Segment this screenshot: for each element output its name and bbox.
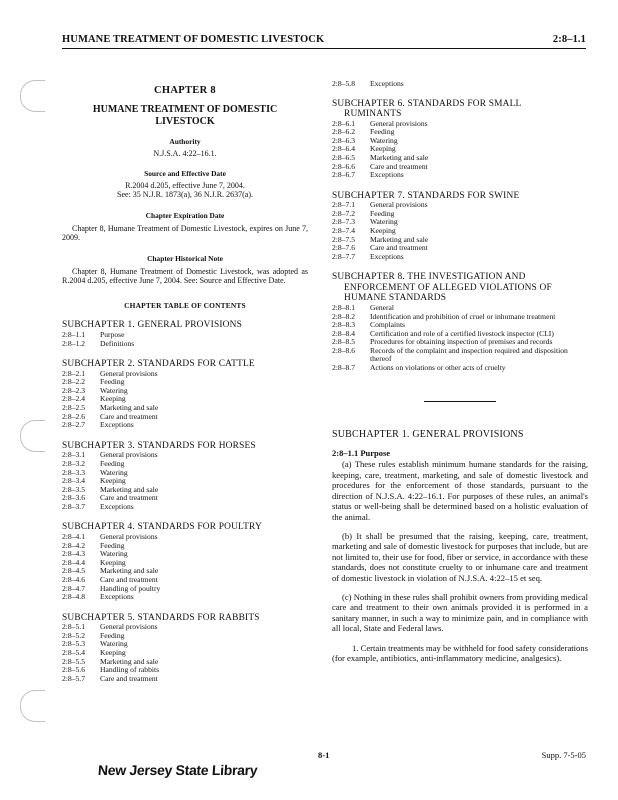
authority-text: N.J.S.A. 4:22–16.1. xyxy=(153,148,217,158)
toc-entry-number: 2:8–5.3 xyxy=(62,639,85,649)
toc-entry-title: Complaints xyxy=(370,320,406,330)
toc-entry-title: Marketing and sale xyxy=(370,234,429,244)
toc-entry-number: 2:8–1.2 xyxy=(62,338,85,348)
toc-entry xyxy=(62,567,308,576)
toc-entry xyxy=(62,576,308,585)
toc-entry xyxy=(62,593,308,602)
toc-entry xyxy=(62,378,308,387)
toc-entry-number: 2:8–8.3 xyxy=(332,320,355,330)
paragraph-c: (c) Nothing in these rules shall prohibit owners from providing medical care and treatment to their own animals provided it is performed in a sanitary manner, in such a way to minimize pain, and in compliance with all local, State and Federal laws. xyxy=(332,591,588,634)
toc-entry-number: 2:8–4.5 xyxy=(62,566,85,576)
toc-entry xyxy=(62,675,308,684)
toc-entry-number: 2:8–3.7 xyxy=(62,501,85,511)
toc-entry-title: General provisions xyxy=(100,531,158,541)
punch-hole xyxy=(20,420,45,452)
subchapter-heading: SUBCHAPTER 5. STANDARDS FOR RABBITS xyxy=(62,612,260,623)
subchapter-heading: SUBCHAPTER 4. STANDARDS FOR POULTRY xyxy=(62,522,262,533)
toc-entry-number: 2:8–5.8 xyxy=(332,79,355,88)
toc-entry xyxy=(62,460,308,469)
toc-entry-title: Feeding xyxy=(100,377,125,387)
paragraph-b: (b) It shall be presumed that the raising, keeping, care, treatment, marketing and sale of domestic livestock for purposes that include, but are not limited to, their use for food, fiber or service, in accordance with these standards, does not constitute cruelty to or inhumane care and treatment of domestic livestock in violation of N.J.S.A. 4:22–15 et seq. xyxy=(332,530,588,583)
toc-entry xyxy=(332,171,588,180)
toc-entry-title: Handling of rabbits xyxy=(100,665,160,675)
toc-entry-number: 2:8–7.4 xyxy=(332,226,355,236)
toc-entry-title: General provisions xyxy=(100,622,158,632)
toc-entry-number: 2:8–5.4 xyxy=(62,648,85,657)
toc-entry-title: Actions on violations or other acts of cruelty xyxy=(370,363,506,373)
toc-entry-title: Marketing and sale xyxy=(100,656,159,666)
toc-entry-number: 2:8–7.2 xyxy=(332,208,355,218)
toc-entry-title: Keeping xyxy=(370,226,396,236)
toc-entry xyxy=(62,370,308,379)
toc-entry-number: 2:8–6.7 xyxy=(332,170,355,180)
toc-entry-title: Watering xyxy=(370,135,398,145)
toc-entry-title: General xyxy=(370,302,395,312)
toc-heading: CHAPTER TABLE OF CONTENTS xyxy=(124,301,246,311)
toc-entry-number: 2:8–4.6 xyxy=(62,574,85,584)
toc-entry xyxy=(332,364,588,373)
toc-entry-number: 2:8–5.1 xyxy=(62,622,85,632)
header-title: HUMANE TREATMENT OF DOMESTIC LIVESTOCK xyxy=(62,34,325,45)
toc-entry-title: Care and treatment xyxy=(100,493,158,503)
toc-entry xyxy=(332,80,588,89)
toc-entry-number: 2:8–6.2 xyxy=(332,127,355,137)
toc-entry-title: Keeping xyxy=(100,648,126,657)
toc-entry-number: 2:8–3.3 xyxy=(62,467,85,477)
toc-entry-title: Feeding xyxy=(370,208,395,218)
supplement-date: Supp. 7-5-05 xyxy=(541,750,586,760)
toc-entry-title: Feeding xyxy=(100,458,125,468)
punch-hole xyxy=(20,80,45,112)
toc-entry-number: 2:8–5.5 xyxy=(62,656,85,666)
expiration-heading: Chapter Expiration Date xyxy=(145,211,225,221)
toc-entry-title: Certification and role of a certified livestock inspector (CLI) xyxy=(370,328,554,338)
toc-entry-number: 2:8–4.4 xyxy=(62,557,85,567)
subchapter-heading: SUBCHAPTER 3. STANDARDS FOR HORSES xyxy=(62,440,256,451)
toc-entry xyxy=(62,486,308,495)
toc-entry-number: 2:8–7.6 xyxy=(332,243,355,253)
running-header xyxy=(62,30,586,49)
toc-entry-number: 2:8–6.3 xyxy=(332,135,355,145)
toc-entry-number: 2:8–8.2 xyxy=(332,311,355,321)
toc-entry-title: Marketing and sale xyxy=(100,566,159,576)
toc-entry-title: General provisions xyxy=(100,450,158,460)
toc-entry-title: General provisions xyxy=(100,368,158,378)
toc-entry-title: Handling of poultry xyxy=(100,583,161,593)
toc-entry-number: 2:8–3.2 xyxy=(62,458,85,468)
source-heading: Source and Effective Date xyxy=(144,169,226,179)
toc-entry-number: 2:8–7.3 xyxy=(332,217,355,227)
toc-entry-number: 2:8–4.2 xyxy=(62,540,85,550)
toc-entry-title: Keeping xyxy=(100,476,126,486)
toc-entry-number: 2:8–1.1 xyxy=(62,329,85,339)
toc-entry xyxy=(62,533,308,542)
history-heading: Chapter Historical Note xyxy=(147,254,223,264)
subchapter-6-heading xyxy=(332,99,588,120)
toc-entry-title: Watering xyxy=(100,385,128,395)
toc-entry xyxy=(62,413,308,422)
toc-entry-title: Purpose xyxy=(100,329,125,339)
toc-entry-number: 2:8–8.6 xyxy=(332,345,355,355)
toc-entry-title: Watering xyxy=(370,217,398,227)
chapter-title-line1: HUMANE TREATMENT OF DOMESTIC xyxy=(92,104,278,116)
toc-entry-title: Exceptions xyxy=(370,79,404,88)
toc-entry-title: Marketing and sale xyxy=(370,152,429,162)
toc-entry-number: 2:8–6.5 xyxy=(332,152,355,162)
toc-entry xyxy=(332,253,588,262)
toc-entry-number: 2:8–6.6 xyxy=(332,161,355,171)
toc-entry xyxy=(62,550,308,559)
toc-entry-title: Care and treatment xyxy=(100,411,158,421)
heading-line: RUMINANTS xyxy=(344,109,402,120)
toc-entry xyxy=(62,559,308,568)
toc-entry xyxy=(62,340,308,349)
toc-entry-number: 2:8–3.6 xyxy=(62,493,85,503)
toc-entry-title: Keeping xyxy=(370,144,396,154)
heading-line: SUBCHAPTER 6. STANDARDS FOR SMALL xyxy=(332,98,522,109)
section-divider xyxy=(424,401,496,402)
toc-entry-number: 2:8–2.5 xyxy=(62,403,85,413)
toc-entry xyxy=(62,649,308,658)
page-number: 8-1 xyxy=(318,750,330,760)
toc-entry xyxy=(62,494,308,503)
toc-left-list xyxy=(62,320,308,683)
toc-entry-title: Exceptions xyxy=(370,170,404,180)
history-text: Chapter 8, Humane Treatment of Domestic Livestock, was adopted as R.2004 d.205, effective June 7, 2004. See: Source and Effective Date. xyxy=(62,266,308,285)
toc-entry-title: Exceptions xyxy=(100,420,134,430)
toc-entry-title: Exceptions xyxy=(100,501,134,511)
toc-entry-title: Feeding xyxy=(100,630,125,640)
authority-heading: Authority xyxy=(169,137,201,147)
toc-entry-title: Feeding xyxy=(370,127,395,137)
toc-entry xyxy=(62,640,308,649)
toc-entry-number: 2:8–6.4 xyxy=(332,144,355,154)
toc-entry xyxy=(62,658,308,667)
toc-entry-number: 2:8–4.8 xyxy=(62,592,85,602)
toc-entry xyxy=(62,421,308,430)
toc-entry-title: Care and treatment xyxy=(100,574,158,584)
toc-entry-number: 2:8–4.3 xyxy=(62,549,85,559)
toc-entry xyxy=(62,477,308,486)
toc-entry-title: Care and treatment xyxy=(370,243,428,253)
toc-entry-title: Watering xyxy=(100,549,128,559)
toc-entry-title: Care and treatment xyxy=(100,673,158,683)
toc-entry-number: 2:8–7.1 xyxy=(332,200,355,210)
toc-entry-title: Watering xyxy=(100,467,128,477)
toc-entry xyxy=(62,404,308,413)
left-column xyxy=(62,80,308,683)
heading-line: SUBCHAPTER 8. THE INVESTIGATION AND xyxy=(332,272,526,283)
toc-entry-title: Records of the complaint and inspection required and disposition thereof xyxy=(370,345,568,364)
heading-line: HUMANE STANDARDS xyxy=(344,293,447,304)
toc-entry-number: 2:8–2.1 xyxy=(62,368,85,378)
toc-entry xyxy=(62,585,308,594)
toc-entry-title: Feeding xyxy=(100,540,125,550)
toc-entry xyxy=(62,331,308,340)
source-line2: See: 35 N.J.R. 1873(a), 36 N.J.R. 2637(a). xyxy=(117,190,253,200)
right-column xyxy=(332,80,588,663)
toc-entry-title: Identification and prohibition of cruel or inhumane treatment xyxy=(370,311,556,321)
subchapter-heading: SUBCHAPTER 2. STANDARDS FOR CATTLE xyxy=(62,359,255,370)
toc-entry xyxy=(62,666,308,675)
toc-entry-title: Marketing and sale xyxy=(100,403,159,413)
chapter-number: CHAPTER 8 xyxy=(154,85,216,96)
punch-hole xyxy=(20,690,45,722)
toc-entry-number: 2:8–7.5 xyxy=(332,234,355,244)
section-heading: 2:8–1.1 Purpose xyxy=(332,448,391,459)
toc-entry-title: Procedures for obtaining inspection of premises and records xyxy=(370,337,553,347)
heading-line: ENFORCEMENT OF ALLEGED VIOLATIONS OF xyxy=(344,282,552,293)
toc-entry-number: 2:8–2.4 xyxy=(62,394,85,404)
library-stamp: New Jersey State Library xyxy=(97,762,258,778)
toc-entry-title: Keeping xyxy=(100,394,126,404)
subchapter-6-list xyxy=(332,120,588,180)
source-line1: R.2004 d.205, effective June 7, 2004. xyxy=(125,180,245,190)
toc-entry-number: 2:8–2.7 xyxy=(62,420,85,430)
toc-entry-number: 2:8–4.1 xyxy=(62,531,85,541)
body-subchapter-heading: SUBCHAPTER 1. GENERAL PROVISIONS xyxy=(332,428,524,440)
toc-entry xyxy=(62,632,308,641)
toc-entry-number: 2:8–8.7 xyxy=(332,363,355,373)
paragraph-a: (a) These rules establish minimum humane standards for the raising, keeping, care, treatment, marketing, and sale of domestic livestock and procedures for the enforcement of those standards, pursuant to the direction of N.J.S.A. 4:22–16.1. For purposes of these rules, an animal's status or well-being shall be determined based on a holistic evaluation of the animal. xyxy=(332,459,588,522)
toc-entry xyxy=(332,347,588,364)
toc-entry-title: Exceptions xyxy=(370,251,404,261)
toc-entry xyxy=(62,503,308,512)
toc-entry xyxy=(62,451,308,460)
toc-entry-number: 2:8–3.4 xyxy=(62,476,85,486)
toc-entry-number: 2:8–3.1 xyxy=(62,450,85,460)
toc-entry-number: 2:8–8.5 xyxy=(332,337,355,347)
toc-entry xyxy=(62,469,308,478)
toc-entry-number: 2:8–8.4 xyxy=(332,328,355,338)
subchapter-7-list xyxy=(332,201,588,261)
heading-line: SUBCHAPTER 7. STANDARDS FOR SWINE xyxy=(332,190,520,201)
toc-entry-title: Definitions xyxy=(100,338,135,348)
toc-entry-number: 2:8–2.2 xyxy=(62,377,85,387)
toc-entry-number: 2:8–5.6 xyxy=(62,665,85,675)
toc-entry xyxy=(62,395,308,404)
toc-entry-number: 2:8–3.5 xyxy=(62,484,85,494)
toc-entry-number: 2:8–4.7 xyxy=(62,583,85,593)
header-section: 2:8–1.1 xyxy=(552,34,586,45)
expiration-text: Chapter 8, Humane Treatment of Domestic Livestock, expires on June 7, 2009. xyxy=(62,223,308,243)
toc-entry-number: 2:8–8.1 xyxy=(332,302,355,312)
toc-entry-title: Keeping xyxy=(100,557,126,567)
toc-entry xyxy=(62,387,308,396)
toc-entry-number: 2:8–6.1 xyxy=(332,118,355,128)
toc-entry-title: General provisions xyxy=(370,200,428,210)
toc-entry-number: 2:8–7.7 xyxy=(332,251,355,261)
chapter-title-line2: LIVESTOCK xyxy=(155,116,215,128)
toc-entry-number: 2:8–5.2 xyxy=(62,630,85,640)
paragraph-c1: 1. Certain treatments may be withheld for food safety considerations (for example, antibiotics, anti-inflammatory medicine, analgesics). xyxy=(332,642,588,663)
toc-entry xyxy=(62,623,308,632)
toc-entry-title: Exceptions xyxy=(100,592,134,602)
toc-entry-number: 2:8–2.6 xyxy=(62,411,85,421)
subchapter-8-heading xyxy=(332,272,588,304)
toc-entry xyxy=(62,542,308,551)
toc-entry-number: 2:8–2.3 xyxy=(62,385,85,395)
toc-entry-title: Marketing and sale xyxy=(100,484,159,494)
toc-entry-title: General provisions xyxy=(370,118,428,128)
toc-entry-number: 2:8–5.7 xyxy=(62,673,85,683)
toc-entry-title: Watering xyxy=(100,639,128,649)
subchapter-heading: SUBCHAPTER 1. GENERAL PROVISIONS xyxy=(62,320,243,331)
chapter-title xyxy=(62,104,308,128)
subchapter-8-list xyxy=(332,304,588,373)
toc-entry-title: Care and treatment xyxy=(370,161,428,171)
